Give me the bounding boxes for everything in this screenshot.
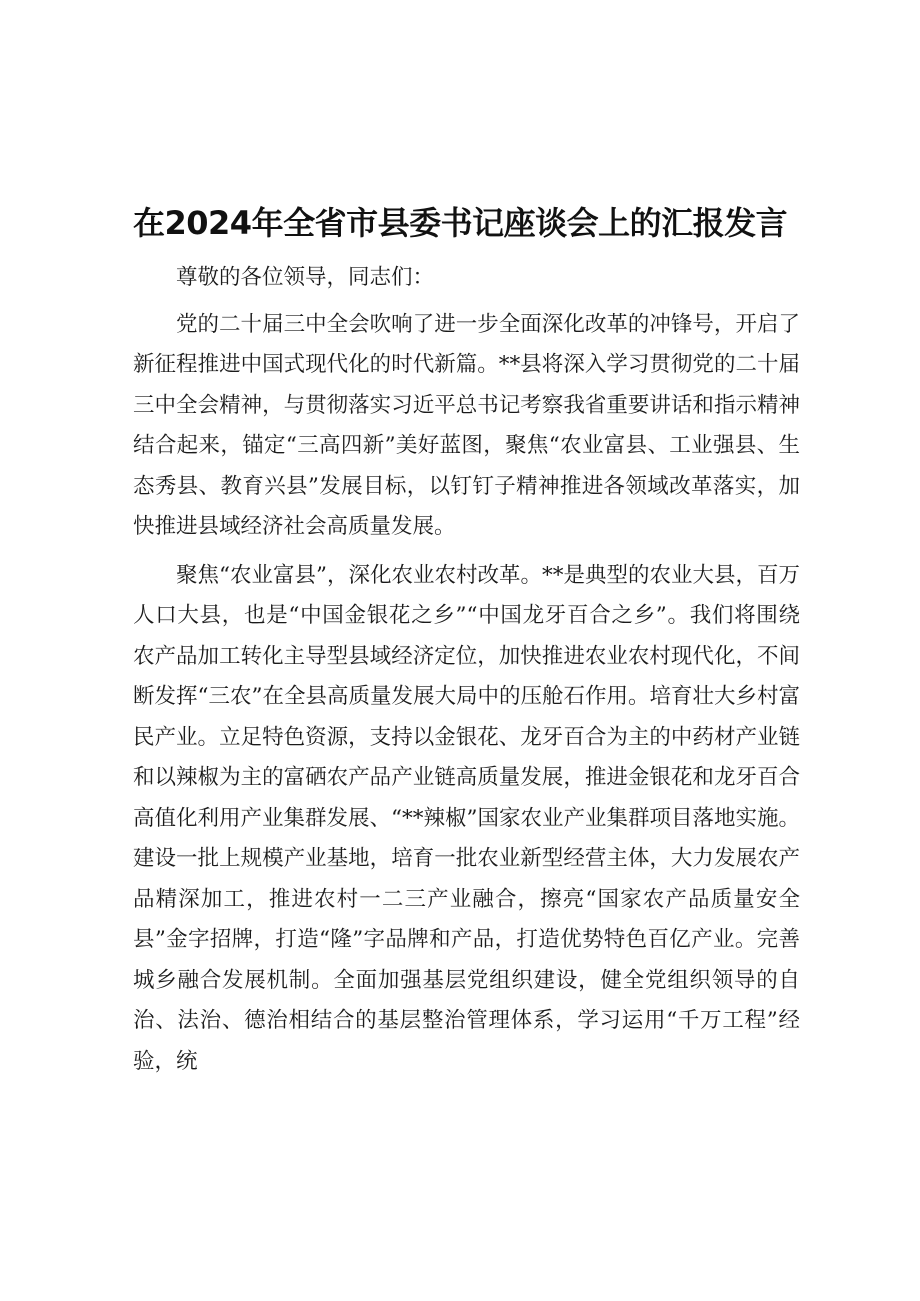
document-body: [133, 258, 800, 1090]
document-title: 在2024年全省市县委书记座谈会上的汇报发言: [133, 204, 788, 242]
paragraph-intro: 党的二十届三中全会吹响了进一步全面深化改革的冲锋号，开启了新征程推进中国式现代化的时代新篇。**县将深入学习贯彻党的二十届三中全会精神，与贯彻落实习近平总书记考察我省重要讲话和指示精神结合起来，锚定“三高四新”美好蓝图，聚焦“农业富县、工业强县、生态秀县、教育兴县”发展目标，以钉钉子精神推进各领域改革落实，加快推进县域经济社会高质量发展。: [133, 311, 800, 539]
salutation: 尊敬的各位领导，同志们：: [176, 265, 435, 290]
paragraph-agriculture: 聚焦“农业富县”，深化农业农村改革。**是典型的农业大县，百万人口大县，也是“中国金银花之乡”“中国龙牙百合之乡”。我们将围绕农产品加工转化主导型县域经济定位，加快推进农业农村现代化，不间断发挥“三农”在全县高质量发展大局中的压舱石作用。培育壮大乡村富民产业。立足特色资源，支持以金银花、龙牙百合为主的中药材产业链和以辣椒为主的富硒农产品产业链高质量发展，推进金银花和龙牙百合高值化利用产业集群发展、“**辣椒”国家农业产业集群项目落地实施。建设一批上规模产业基地，培育一批农业新型经营主体，大力发展农产品精深加工，推进农村一二三产业融合，擦亮“国家农产品质量安全县”金字招牌，打造“隆”字品牌和产品，打造优势特色百亿产业。完善城乡融合发展机制。全面加强基层党组织建设，健全党组织领导的自治、法治、德治相结合的基层整治管理体系，学习运用“千万工程”经验，统: [133, 562, 801, 1074]
